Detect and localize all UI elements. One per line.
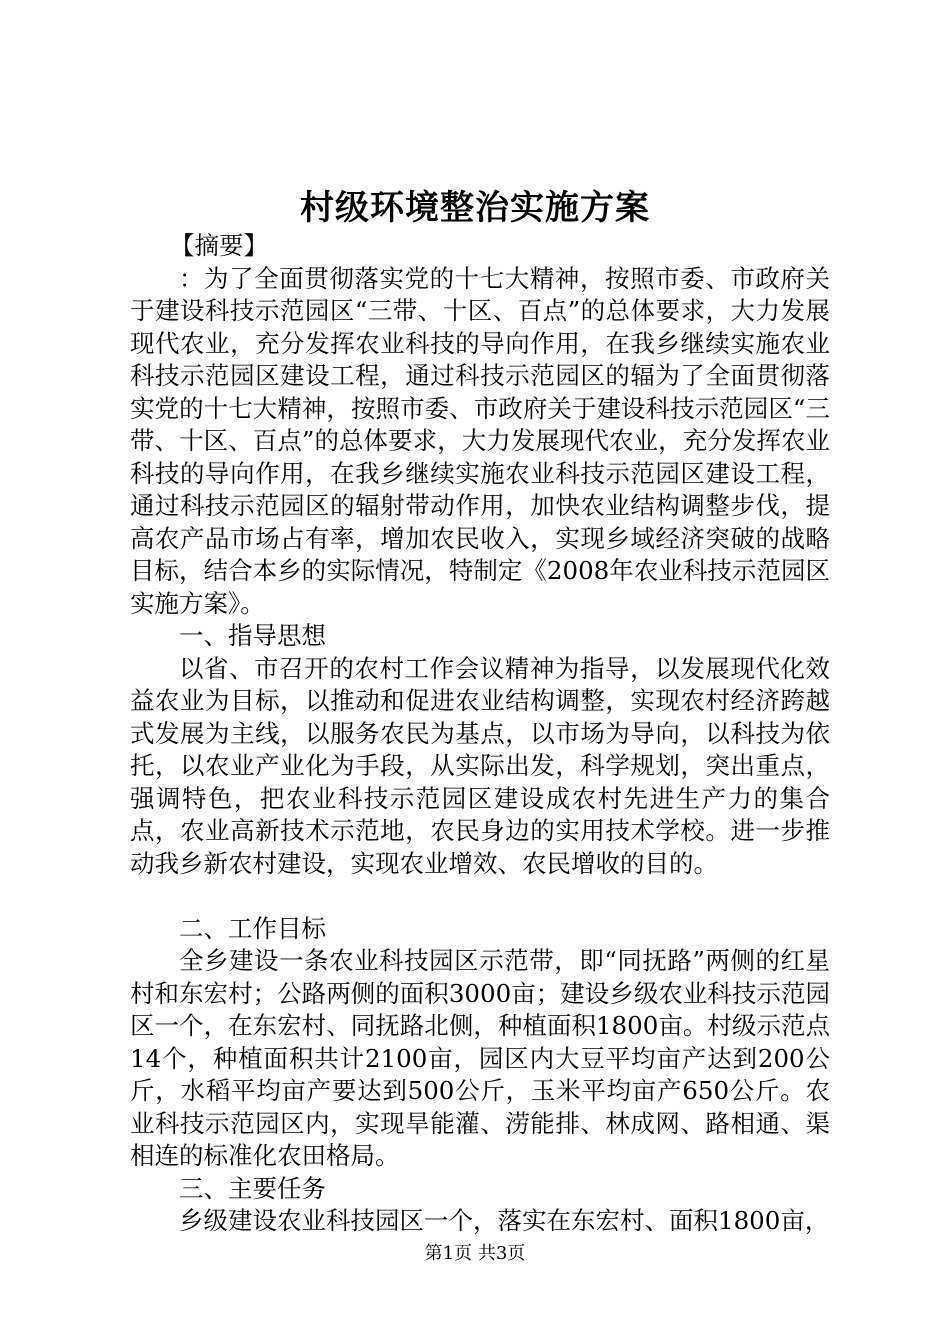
section-paragraph-main-tasks: 乡级建设农业科技园区一个，落实在东宏村、面积1800亩，: [179, 1206, 830, 1235]
document-title: 村级环境整治实施方案: [300, 188, 650, 228]
section-heading-guiding-thought: 一、指导思想: [179, 621, 326, 650]
document-body: [130, 230, 830, 1238]
abstract-label: 【摘要】: [170, 231, 268, 260]
section-heading-main-tasks: 三、主要任务: [179, 1173, 326, 1203]
section-paragraph-guiding-thought: 以省、市召开的农村工作会议精神为指导，以发展现代化效益农业为目标，以推动和促进农业结构调整，实现农村经济跨越式发展为主线，以服务农民为基点，以市场为导向，以科技为依托，以农业产业化为手段，从实际出发，科学规划，突出重点，强调特色，把农业科技示范园区建设成农村先进生产力的集合点，农业高新技术示范地，农民身边的实用技术学校。进一步推动我乡新农村建设，实现农业增效、农民增收的目的。: [130, 653, 830, 878]
abstract-paragraph: ：为了全面贯彻落实党的十七大精神，按照市委、市政府关于建设科技示范园区“三带、十区、百点”的总体要求，大力发展现代农业，充分发挥农业科技的导向作用，在我乡继续实施农业科技示范园区建设工程，通过科技示范园区的辐为了全面贯彻落实党的十七大精神，按照市委、市政府关于建设科技示范园区“三带、十区、百点”的总体要求，大力发展现代农业，充分发挥农业科技的导向作用，在我乡继续实施农业科技示范园区建设工程，通过科技示范园区的辐射带动作用，加快农业结构调整步伐，提高农产品市场占有率，增加农民收入，实现乡域经济突破的战略目标，结合本乡的实际情况，特制定《2008年农业科技示范园区实施方案》。: [130, 263, 830, 618]
paragraph-gap: [130, 880, 830, 913]
section-heading-work-goals: 二、工作目标: [179, 913, 326, 943]
page-number-footer: 第1页 共3页: [424, 1243, 526, 1264]
section-paragraph-work-goals: 全乡建设一条农业科技园区示范带，即“同抚路”两侧的红星村和东宏村；公路两侧的面积3000亩；建设乡级农业科技示范园区一个，在东宏村、同抚路北侧，种植面积1800亩。村级示范点14个，种植面积共计2100亩，园区内大豆平均亩产达到200公斤，水稻平均亩产要达到500公斤，玉米平均亩产650公斤。农业科技示范园区内，实现旱能灌、涝能排、林成网、路相通、渠相连的标准化农田格局。: [130, 946, 830, 1170]
